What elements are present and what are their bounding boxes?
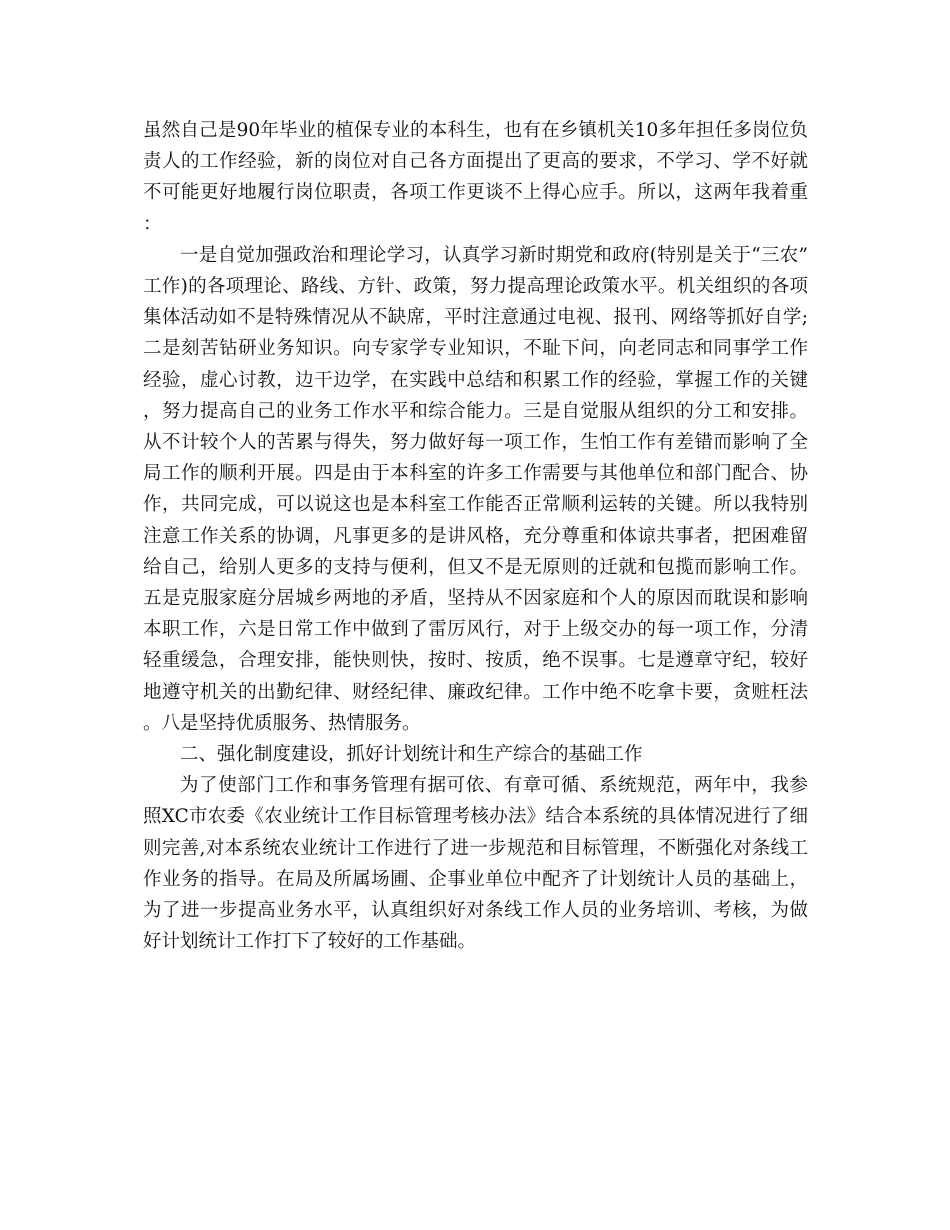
paragraph-study-measures: 一是自觉加强政治和理论学习，认真学习新时期党和政府(特别是关于“三农”工作)的各项理论、路线、方针、政策，努力提高理论政策水平。机关组织的各项集体活动如不是特殊情况从不缺席，平时注意通过电视、报刊、网络等抓好自学;二是刻苦钻研业务知识。向专家学专业知识，不耻下问，向老同志和同事学工作经验，虚心讨教，边干边学，在实践中总结和积累工作的经验，掌握工作的关键，努力提高自己的业务工作水平和综合能力。三是自觉服从组织的分工和安排。从不计较个人的苦累与得失，努力做好每一项工作，生怕工作有差错而影响了全局工作的顺利开展。四是由于本科室的许多工作需要与其他单位和部门配合、协作，共同完成，可以说这也是本科室工作能否正常顺利运转的关键。所以我特别注意工作关系的协调，凡事更多的是讲风格，充分尊重和体谅共事者，把困难留给自己，给别人更多的支持与便利，但又不是无原则的迁就和包揽而影响工作。五是克服家庭分居城乡两地的矛盾，坚持从不因家庭和个人的原因而耽误和影响本职工作，六是日常工作中做到了雷厉风行，对于上级交办的每一项工作，分清轻重缓急，合理安排，能快则快，按时、按质，绝不误事。七是遵章守纪，较好地遵守机关的出勤纪律、财经纪律、廉政纪律。工作中绝不吃拿卡要，贪赃枉法。八是坚持优质服务、热情服务。 [143,244,808,734]
document-body [143,115,808,957]
paragraph-study-intro: 虽然自己是90年毕业的植保专业的本科生，也有在乡镇机关10多年担任多岗位负责人的工作经验，新的岗位对自己各方面提出了更高的要求，不学习、学不好就不可能更好地履行岗位职责，各项工作更谈不上得心应手。所以，这两年我着重： [143,120,808,235]
paragraph-system-building: 为了使部门工作和事务管理有据可依、有章可循、系统规范，两年中，我参照XC市农委《农业统计工作目标管理考核办法》结合本系统的具体情况进行了细则完善,对本系统农业统计工作进行了进一步规范和目标管理，不断强化对条线工作业务的指导。在局及所属场圃、企事业单位中配齐了计划统计人员的基础上，为了进一步提高业务水平，认真组织好对条线工作人员的业务培训、考核，为做好计划统计工作打下了较好的工作基础。 [143,775,808,953]
section-heading-system-building: 二、强化制度建设，抓好计划统计和生产综合的基础工作 [180,744,643,766]
